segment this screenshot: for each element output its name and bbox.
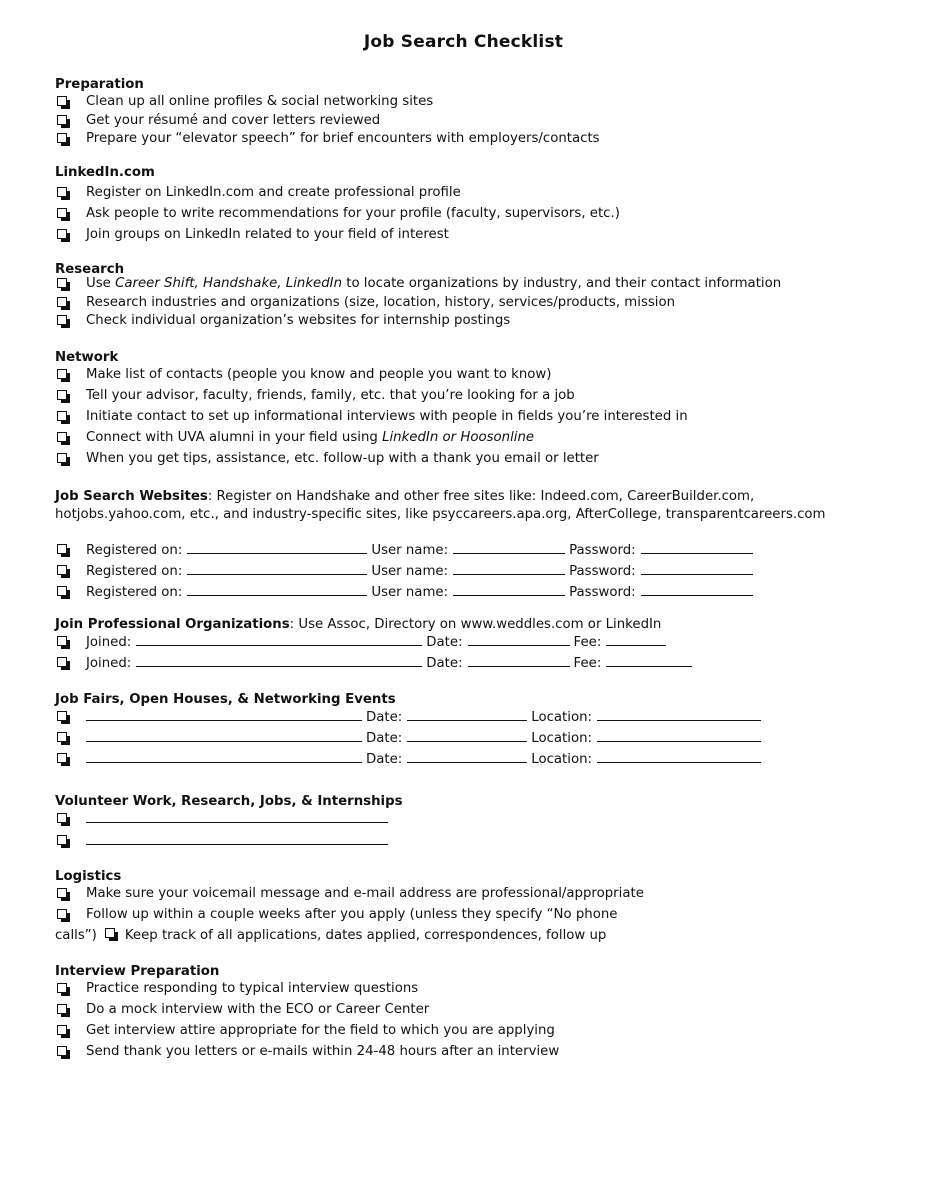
checkbox[interactable] [57, 229, 67, 239]
section-job-search-websites [55, 488, 875, 523]
username-field[interactable] [453, 583, 565, 596]
fee-field[interactable] [606, 654, 692, 667]
item-text: Get your résumé and cover letters reviewed [86, 112, 381, 128]
item-text: Keep track of all applications, dates applied, correspondences, follow up [124, 928, 607, 943]
registration-row: Registered on: User name: Password: [55, 583, 875, 604]
item-text: Practice responding to typical interview questions [86, 981, 419, 996]
location-field[interactable] [597, 750, 761, 763]
section-interview-preparation [55, 963, 875, 1064]
checkbox[interactable] [57, 813, 67, 823]
checkbox[interactable] [57, 544, 67, 554]
checkbox[interactable] [57, 297, 67, 307]
item-text: Ask people to write recommendations for your profile (faculty, supervisors, etc.) [86, 206, 620, 221]
date-field[interactable] [468, 654, 570, 667]
section-volunteer [55, 793, 875, 851]
checkbox[interactable] [57, 586, 67, 596]
checklist-item [55, 112, 875, 131]
checklist-item [55, 408, 875, 429]
item-text: Do a mock interview with the ECO or Career Center [86, 1002, 430, 1017]
organization-field[interactable] [136, 654, 422, 667]
password-field[interactable] [641, 562, 753, 575]
volunteer-row [55, 832, 875, 851]
section-heading: Preparation [55, 77, 144, 92]
checklist-item [55, 429, 875, 450]
item-text: Register on LinkedIn.com and create professional profile [86, 185, 461, 200]
checklist-item [55, 130, 875, 149]
checkbox[interactable] [57, 909, 67, 919]
checkbox[interactable] [57, 657, 67, 667]
checklist-item [55, 885, 875, 906]
checklist-item [55, 275, 875, 294]
section-heading: Network [55, 350, 119, 365]
checkbox[interactable] [57, 565, 67, 575]
checklist-item [55, 205, 875, 226]
event-row: Date: Location: [55, 750, 875, 771]
volunteer-field[interactable] [86, 810, 388, 823]
checkbox[interactable] [57, 1025, 67, 1035]
checklist-item [55, 980, 875, 1001]
checklist-item [55, 294, 875, 313]
password-field[interactable] [641, 541, 753, 554]
section-heading: Join Professional Organizations [55, 617, 290, 632]
username-field[interactable] [453, 562, 565, 575]
section-network [55, 349, 875, 471]
checklist-item [55, 387, 875, 408]
section-professional-organizations: Join Professional Organizations: Use Assoc, Directory on www.weddles.com or LinkedIn Joined: Date: Fee: Joined: Date: Fee: [55, 616, 875, 675]
checkbox[interactable] [57, 753, 67, 763]
organization-field[interactable] [136, 633, 422, 646]
event-row: Date: Location: [55, 708, 875, 729]
item-text: Initiate contact to set up informational interviews with people in fields you’re interested in [86, 409, 688, 424]
registered-site-field[interactable] [187, 562, 367, 575]
checkbox[interactable] [57, 96, 67, 106]
checkbox[interactable] [57, 1046, 67, 1056]
checklist-item [55, 312, 875, 331]
checkbox[interactable] [57, 208, 67, 218]
checklist-item [55, 366, 875, 387]
password-field[interactable] [641, 583, 753, 596]
date-field[interactable] [407, 708, 527, 721]
checklist-item [55, 1043, 875, 1064]
section-heading: LinkedIn.com [55, 165, 155, 180]
date-field[interactable] [468, 633, 570, 646]
item-text: When you get tips, assistance, etc. follow-up with a thank you email or letter [86, 451, 599, 466]
checkbox[interactable] [57, 115, 67, 125]
section-heading: Interview Preparation [55, 964, 220, 979]
section-heading: Logistics [55, 869, 122, 884]
section-heading: Job Fairs, Open Houses, & Networking Events [55, 692, 396, 707]
checkbox[interactable] [57, 187, 67, 197]
registration-rows [55, 541, 875, 604]
item-text: Send thank you letters or e-mails within 24-48 hours after an interview [86, 1044, 560, 1059]
location-field[interactable] [597, 708, 761, 721]
checkbox[interactable] [57, 835, 67, 845]
section-heading: Volunteer Work, Research, Jobs, & Internships [55, 794, 403, 809]
websites-intro-line2: hotjobs.yahoo.com, etc., and industry-specific sites, like psyccareers.apa.org, AfterCollege, transparentcareers.com [55, 506, 826, 522]
checkbox[interactable] [57, 369, 67, 379]
item-text: Connect with UVA alumni in your field using LinkedIn or Hoosonline [86, 430, 535, 445]
checkbox[interactable] [57, 983, 67, 993]
item-text: Make list of contacts (people you know and people you want to know) [86, 367, 552, 382]
checklist-item-wrapped: calls”) Keep track of all applications, dates applied, correspondences, follow up [55, 928, 607, 943]
date-field[interactable] [407, 729, 527, 742]
checklist-item [55, 93, 875, 112]
organization-row: Joined: Date: Fee: [55, 633, 875, 654]
section-research [55, 261, 875, 331]
volunteer-row [55, 810, 875, 832]
date-field[interactable] [407, 750, 527, 763]
volunteer-field[interactable] [86, 832, 388, 845]
checkbox[interactable] [57, 888, 67, 898]
checkbox[interactable] [57, 711, 67, 721]
section-heading: Research [55, 262, 125, 277]
checkbox[interactable] [57, 133, 67, 143]
event-row: Date: Location: [55, 729, 875, 750]
item-text: Tell your advisor, faculty, friends, family, etc. that you’re looking for a job [86, 388, 575, 403]
checkbox[interactable] [57, 1004, 67, 1014]
checklist-item [55, 184, 875, 205]
registration-row: Registered on: User name: Password: [55, 541, 875, 562]
event-field[interactable] [86, 708, 362, 721]
checklist-item [55, 1001, 875, 1022]
section-preparation [55, 76, 875, 149]
item-text: Follow up within a couple weeks after you apply (unless they specify “No phone [86, 907, 618, 922]
page-title: Job Search Checklist [363, 32, 564, 52]
location-field[interactable] [597, 729, 761, 742]
item-text: Clean up all online profiles & social networking sites [86, 94, 434, 109]
checkbox[interactable] [57, 453, 67, 463]
section-logistics [55, 868, 875, 948]
section-heading: Job Search Websites [55, 489, 208, 504]
checklist-item [55, 906, 875, 927]
checklist-item [55, 226, 875, 247]
websites-intro: Job Search Websites: Register on Handshake and other free sites like: Indeed.com, CareerBuilder.com, [55, 489, 755, 504]
checklist-item [55, 1022, 875, 1043]
item-text: Check individual organization’s websites for internship postings [86, 313, 511, 328]
fee-field[interactable] [606, 633, 666, 646]
item-text: Research industries and organizations (size, location, history, services/products, mission [86, 294, 676, 310]
checkbox[interactable] [57, 432, 67, 442]
section-job-fairs [55, 691, 875, 771]
event-field[interactable] [86, 750, 362, 763]
username-field[interactable] [453, 541, 565, 554]
section-linkedin [55, 164, 875, 247]
checkbox[interactable] [57, 732, 67, 742]
organization-row: Joined: Date: Fee: [55, 654, 875, 675]
item-text: Get interview attire appropriate for the field to which you are applying [86, 1023, 555, 1038]
checkbox[interactable] [57, 278, 67, 288]
event-field[interactable] [86, 729, 362, 742]
checkbox[interactable] [57, 315, 67, 325]
registration-row: Registered on: User name: Password: [55, 562, 875, 583]
item-text: Use Career Shift, Handshake, LinkedIn to locate organizations by industry, and their contact information [86, 276, 782, 291]
checklist-item [55, 450, 875, 471]
checkbox[interactable] [57, 411, 67, 421]
item-text: Prepare your “elevator speech” for brief encounters with employers/contacts [86, 131, 600, 146]
checkbox[interactable] [57, 636, 67, 646]
registered-site-field[interactable] [187, 541, 367, 554]
checkbox[interactable] [57, 390, 67, 400]
registered-site-field[interactable] [187, 583, 367, 596]
checkbox[interactable] [105, 928, 115, 938]
item-text: Make sure your voicemail message and e-mail address are professional/appropriate [86, 886, 644, 901]
item-text: Join groups on LinkedIn related to your field of interest [86, 227, 449, 242]
